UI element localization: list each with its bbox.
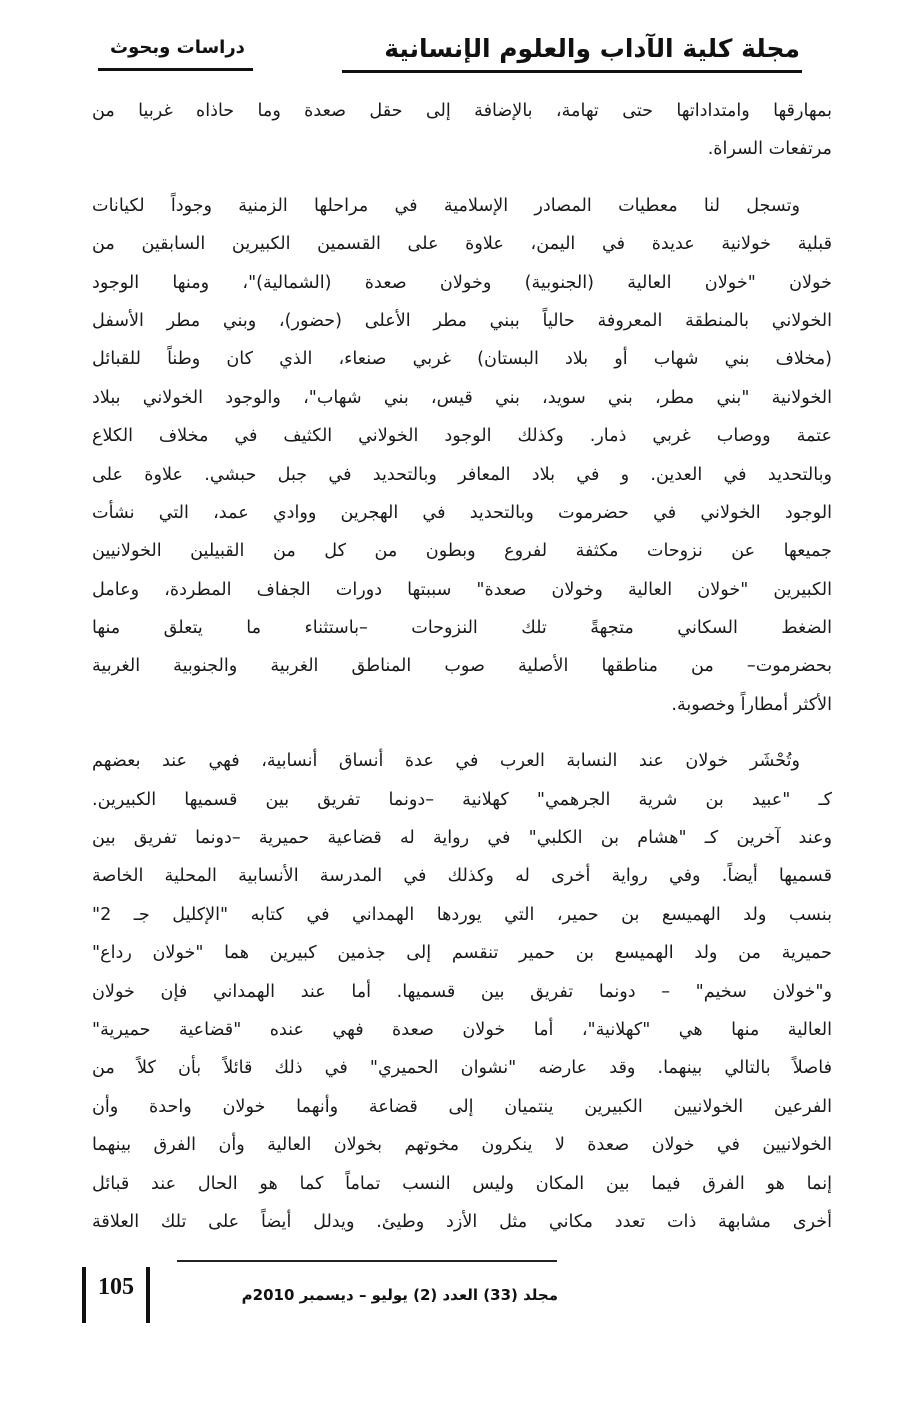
text-line: الوجود الخولاني في حضرموت وبالتحديد في الهجرين ووادي عمد، التي نشأت [92, 502, 832, 523]
text-line: أخرى مشابهة ذات تعدد مكاني مثل الأزد وطيئ. ويدلل أيضاً على تلك العلاقة [92, 1211, 832, 1232]
page-number-box [82, 1267, 150, 1323]
section-title-underline [98, 68, 253, 71]
text-line: الكبيرين "خولان العالية وخولان صعدة" سببتها دورات الجفاف المطردة، وعامل [92, 579, 832, 600]
text-line: كـ "عبيد بن شرية الجرهمي" كهلانية –دونما تفريق بين قسميها الكبيرين. [92, 789, 832, 810]
section-title: دراسات وبحوث [110, 37, 245, 58]
text-line: الخولاني بالمنطقة المعروفة حالياً ببني مطر الأعلى (حضور)، وبني مطر الأسفل [92, 310, 832, 331]
text-line: وبالتحديد في العدين. و في بلاد المعافر وبالتحديد في جبل حبشي. علاوة على [92, 464, 832, 485]
text-line: فاصلاً بالتالي بينهما. وقد عارضه "نشوان الحميري" في ذلك قائلاً بأن كلاً من [92, 1058, 832, 1079]
issue-info: مجلد (33) العدد (2) يوليو – ديسمبر 2010م [241, 1286, 558, 1304]
text-line: و"خولان سخيم" – دونما تفريق بين قسميها. أما عند الهمداني فإن خولان [92, 981, 832, 1002]
footer-rule [177, 1260, 557, 1262]
paragraph [92, 187, 832, 724]
text-line: وعند آخرين كـ "هشام بن الكلبي" في رواية له قضاعية حميرية –دونما تفريق بين [92, 828, 832, 849]
page-number: 105 [98, 1274, 134, 1300]
text-line: إنما هو الفرق فيما بين المكان وليس النسب تماماً كما هو الحال عند قبائل [92, 1173, 832, 1194]
text-line: العالية منها هي "كهلانية"، أما خولان صعدة فهي عنده "قضاعية حميرية" [92, 1019, 832, 1040]
text-line: الخولانية "بني مطر، بني سويد، بني قيس، بني شهاب"، والوجود الخولاني ببلاد [92, 387, 832, 408]
paragraph [92, 92, 832, 169]
article-body [92, 92, 832, 1259]
text-line: (مخلاف بني شهاب أو بلاد البستان) غربي صنعاء، الذي كان وطناً للقبائل [92, 349, 832, 370]
paragraph [92, 742, 832, 1241]
text-line: وتُحْشَر خولان عند النسابة العرب في عدة أنساق أنسابية، فهي عند بعضهم [92, 751, 800, 772]
text-line: الفرعين الخولانيين الكبيرين ينتميان إلى قضاعة وأنهما خولان واحدة وأن [92, 1096, 832, 1117]
text-line: الضغط السكاني متجهةً تلك النزوحات –باستثناء ما يتعلق منها [92, 618, 832, 639]
text-line: عتمة ووصاب غربي ذمار. وكذلك الوجود الخولاني الكثيف في مخلاف الكلاع [92, 426, 832, 447]
page-footer [80, 1255, 820, 1325]
text-line: بنسب ولد الهميسع بن حمير، التي يوردها الهمداني في كتابه "الإكليل جـ 2" [92, 904, 832, 925]
text-line: بمهارقها وامتداداتها حتى تهامة، بالإضافة إلى حقل صعدة وما حاذاه غربيا من [92, 101, 832, 121]
text-line: مرتفعات السراة. [707, 139, 832, 160]
text-line: الخولانيين في خولان صعدة لا ينكرون مخوتهم بخولان العالية وأن الفرق بينهما [92, 1135, 832, 1156]
text-line: وتسجل لنا معطيات المصادر الإسلامية في مراحلها الزمنية وجوداً لكيانات [92, 195, 800, 216]
journal-title: مجلة كلية الآداب والعلوم الإنسانية [384, 34, 800, 63]
journal-title-underline [342, 70, 802, 73]
text-line: قسميها أيضاً. وفي رواية أخرى له وكذلك في المدرسة الأنسابية المحلية الخاصة [92, 866, 832, 887]
text-line: خولان "خولان العالية (الجنوبية) وخولان صعدة (الشمالية)"، ومنها الوجود [92, 272, 832, 293]
text-line: حميرية من ولد الهميسع بن حمير تنقسم إلى جذمين كبيرين هما "خولان رداع" [92, 943, 832, 964]
text-line: جميعها عن نزوحات مكثفة لفروع وبطون من كل من القبيلين الخولانيين [92, 541, 832, 562]
text-line: الأكثر أمطاراً وخصوبة. [671, 694, 832, 715]
page-header [100, 30, 800, 75]
text-line: بحضرموت– من مناطقها الأصلية صوب المناطق الغربية والجنوبية الغربية [92, 656, 832, 677]
text-line: قبلية خولانية عديدة في اليمن، علاوة على القسمين الكبيرين السابقين من [92, 234, 832, 255]
